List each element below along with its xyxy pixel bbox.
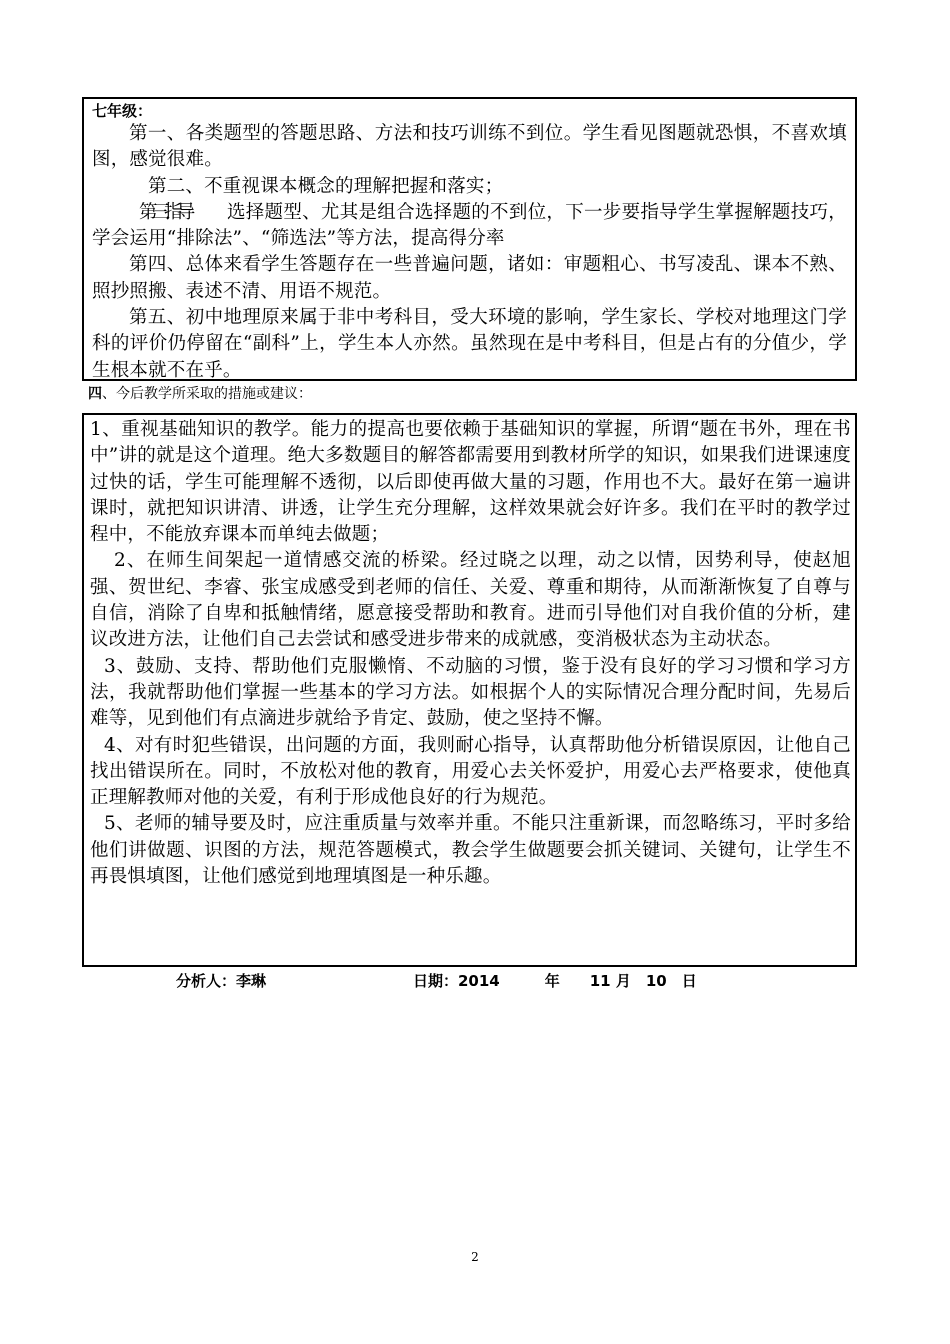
analyst-label: 分析人：李琳 [176, 972, 267, 990]
section-4-title: 、今后教学所采取的措施或建议： [102, 386, 312, 402]
grade7-point-5: 第五、初中地理原来属于非中考科目，受大环境的影响，学生家长、学校对地理这门学科的评价仍停留在“副科”上，学生本人亦然。虽然现在是中考科目，但是占有的分值少，学生根本就不在乎。 [92, 307, 847, 381]
measure-1: 1、重视基础知识的教学。能力的提高也要依赖于基础知识的掌握，所谓“题在书外，理在书中”讲的就是这个道理。绝大多数题目的解答都需要用到教材所学的知识，如果我们进课速度过快的话，学生可能理解不透彻，以后即使再做大量的习题，作用也不大。最好在第一遍讲课时，就把知识讲清、讲透，让学生充分理解，这样效果就会好许多。我们在平时的教学过程中，不能放弃课本而单纯去做题； [90, 419, 851, 546]
date-label: 日期：2014 年 11 月 10 日 [413, 972, 697, 990]
grade7-point-4: 第四、总体来看学生答题存在一些普遍问题，诸如：审题粗心、书写凌乱、课本不熟、照抄照搬、表述不清、用语不规范。 [92, 254, 847, 302]
measure-2: 2、在师生间架起一道情感交流的桥梁。经过晓之以理，动之以情，因势利导，使赵旭强、贺世纪、李睿、张宝成感受到老师的信任、关爱、尊重和期待，从而渐渐恢复了自尊与自信，消除了自卑和抵触情绪，愿意接受帮助和教育。进而引导他们对自我价值的分析，建议改进方法，让他们自己去尝试和感受进步带来的成就感，变消极状态为主动状态。 [90, 550, 851, 651]
section-4-number: 四 [88, 386, 102, 402]
section-4-heading [88, 383, 312, 405]
grade7-point-2: 第二、不重视课本概念的理解把握和落实； [148, 175, 504, 197]
grade7-point-3-text: 选择题型、尤其是组合选择题的不到位，下一步要指导学生掌握解题技巧，学会运用“排除法”、“筛选法”等方法，提高得分率 [92, 201, 847, 250]
measures-box [82, 413, 857, 967]
measure-5: 5、老师的辅导要及时，应注重质量与效率并重。不能只注重新课，而忽略练习，平时多给他们讲做题、识图的方法，规范答题模式，教会学生做题要会抓关键词、关键句，让学生不再畏惧填图，让他们感觉到地理填图是一种乐趣。 [90, 813, 851, 888]
grade7-point-1: 第一、各类题型的答题思路、方法和技巧训练不到位。学生看见图题就恐惧，不喜欢填图，感觉很难。 [92, 123, 847, 171]
grade7-analysis-box [82, 97, 857, 381]
grade7-point-3 [92, 200, 847, 253]
measure-3: 3、鼓励、支持、帮助他们克服懒惰、不动脑的习惯，鉴于没有良好的学习习惯和学习方法，我就帮助他们掌握一些基本的学习方法。如根据个人的实际情况合理分配时间，先易后难等，见到他们有点滴进步就给予肯定、鼓励，使之坚持不懈。 [90, 655, 851, 730]
measure-4: 4、对有时犯些错误，出问题的方面，我则耐心指导，认真帮助他分析错误原因，让他自己找出错误所在。同时，不放松对他的教育，用爱心去关怀爱护，用爱心去严格要求，使他真正理解教师对他的关爱，有利于形成他良好的行为规范。 [90, 734, 851, 809]
page-number: 2 [471, 1250, 479, 1264]
grade-heading: 七年级： [92, 102, 153, 120]
grade7-point-3-overlap: 第三指导 [139, 201, 190, 223]
